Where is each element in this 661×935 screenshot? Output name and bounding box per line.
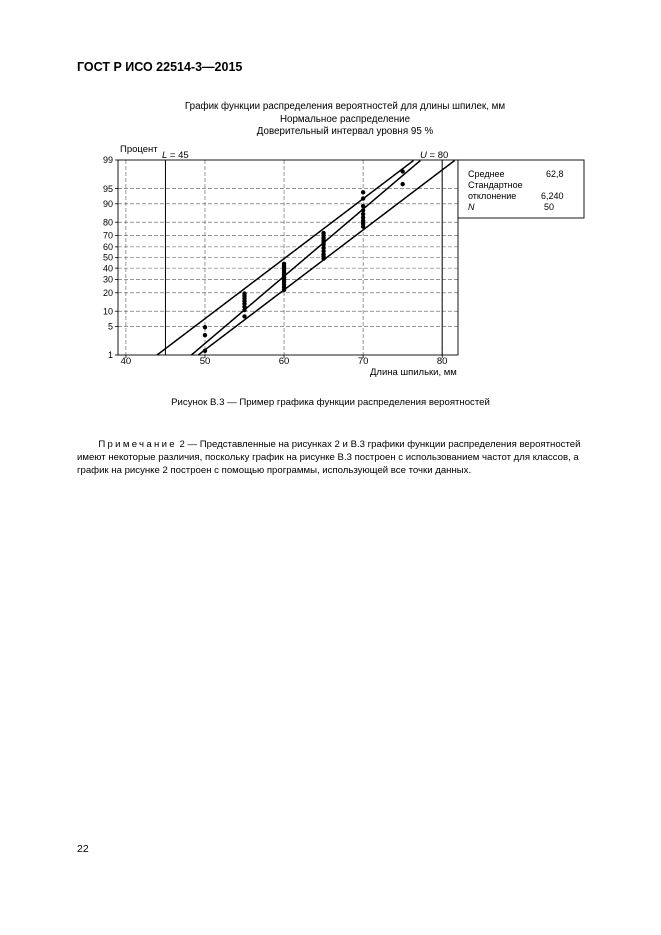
y-tick-label: 40: [102, 263, 113, 274]
data-point: [203, 325, 207, 329]
data-point: [203, 333, 207, 337]
spec-upper-label: U = 80: [420, 150, 449, 161]
data-point: [282, 262, 286, 266]
note-text-1: 2 — Представленные на рисунках 2 и В.3 графики функции распределения вероятностей: [179, 439, 581, 450]
y-tick-label: 10: [102, 306, 113, 317]
data-point: [361, 212, 365, 216]
spec-lower-label: L = 45: [162, 150, 189, 161]
stat-sd-label-1: Стандартное: [468, 180, 523, 190]
stat-n-label: N: [468, 202, 475, 212]
y-tick-label: 5: [107, 321, 113, 332]
chart-title: График функции распределения вероятностей для длины шпилек, мм: [184, 101, 506, 112]
y-tick-label: 80: [102, 217, 113, 228]
note-line-3: график на рисунке 2 построен с помощью программы, использующей все точки данных.: [77, 464, 472, 476]
chart-confidence: Доверительный интервал уровня 95 %: [256, 126, 434, 137]
data-point: [400, 182, 404, 186]
x-tick-label: 70: [357, 356, 369, 367]
data-point: [242, 291, 246, 295]
data-points: [203, 169, 405, 353]
y-tick-label: 95: [102, 183, 113, 194]
confidence-band-lower: [198, 161, 454, 355]
data-point: [321, 231, 325, 235]
stat-sd-label-2: отклонение: [468, 191, 517, 201]
note-line-2: имеют некоторые различия, поскольку график на рисунке В.3 построен с использованием частот для классов, а: [77, 451, 579, 463]
y-tick-label: 20: [102, 287, 113, 298]
data-point: [203, 349, 207, 353]
x-tick-label: 80: [436, 356, 448, 367]
y-tick-label: 1: [107, 350, 113, 361]
document-header: ГОСТ Р ИСО 22514-3—2015: [77, 60, 243, 74]
x-axis-label: Длина шпильки, мм: [370, 367, 457, 378]
y-tick-label: 30: [102, 274, 113, 285]
data-point: [361, 204, 365, 208]
data-point: [361, 190, 365, 194]
x-tick-label: 50: [199, 356, 211, 367]
stat-mean-value: 62,8: [546, 169, 564, 179]
y-tick-label: 50: [102, 252, 113, 263]
confidence-band-upper: [157, 161, 413, 355]
data-point: [242, 314, 246, 318]
y-tick-label: 70: [102, 230, 113, 241]
note-paragraph: [77, 439, 585, 477]
y-tick-label: 90: [102, 198, 113, 209]
note-line-1: [77, 439, 585, 452]
stat-n-value: 50: [544, 202, 555, 212]
note-label: Примечание: [98, 439, 177, 450]
figure-caption: Рисунок В.3 — Пример графика функции распределения вероятностей: [171, 397, 490, 408]
fit-line: [191, 161, 420, 355]
data-point: [400, 169, 404, 173]
y-tick-label: 99: [102, 155, 113, 166]
stat-mean-label: Среднее: [468, 169, 505, 179]
y-axis-label: Процент: [120, 144, 158, 155]
data-point: [361, 208, 365, 212]
chart-subtitle: Нормальное распределение: [279, 113, 411, 125]
data-point: [361, 196, 365, 200]
page-number: 22: [77, 843, 89, 855]
stat-sd-value: 6,240: [541, 191, 564, 201]
grid: [118, 160, 458, 355]
x-tick-label: 40: [120, 356, 132, 367]
stats-box: [458, 160, 584, 218]
x-tick-label: 60: [278, 356, 290, 367]
y-tick-label: 60: [102, 242, 113, 253]
axis-ticks: [103, 155, 447, 367]
